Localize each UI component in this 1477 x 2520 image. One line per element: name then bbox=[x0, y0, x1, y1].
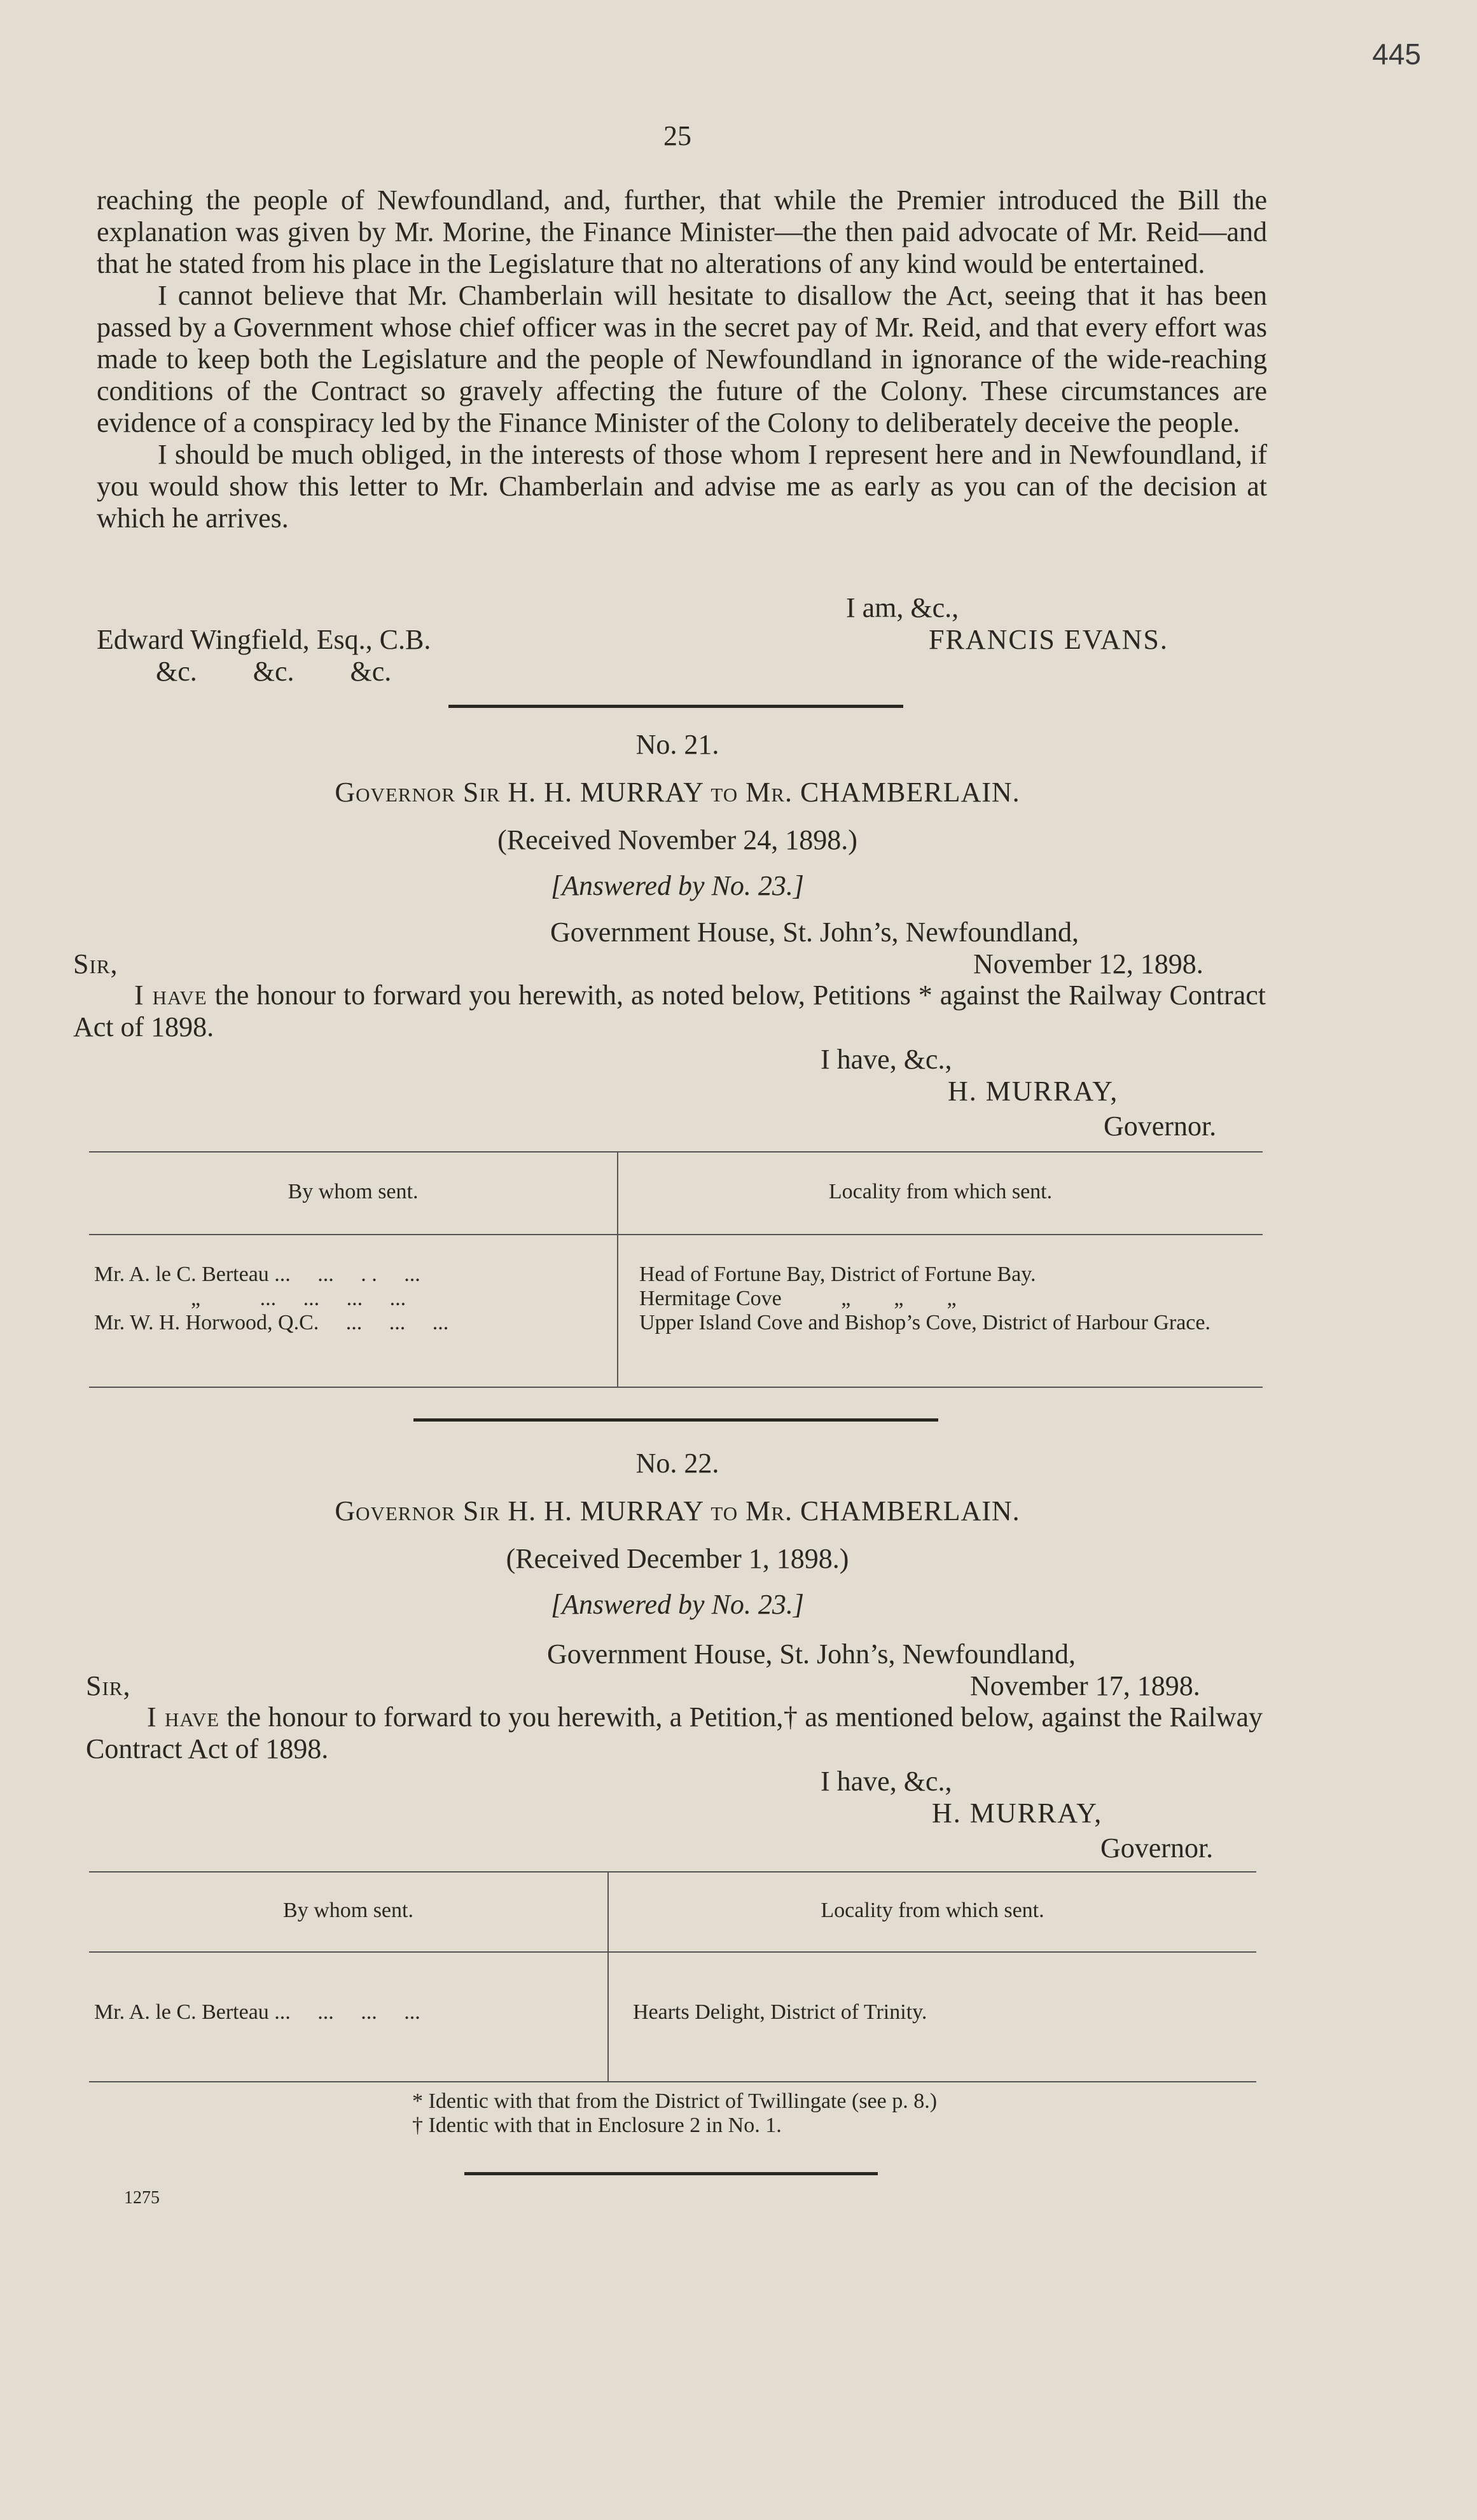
answered-note-22: [Answered by No. 23.] bbox=[550, 1589, 805, 1620]
letter-body bbox=[97, 184, 1267, 534]
address-22: Government House, St. John’s, Newfoundland, bbox=[547, 1638, 1076, 1670]
archive-stamp-number: 445 bbox=[1372, 38, 1421, 71]
letter-paragraph: I cannot believe that Mr. Chamberlain will hesitate to disallow the Act, seeing that it has been passed by a Government whose chief officer was in the secret pay of Mr. Reid, and that every effort was made to keep both the Legislature and the people of Newfoundland in ignorance of the wide-reaching conditions of the Contract so gravely affecting the future of the Colony. These circumstances are evidence of a conspiracy led by the Finance Minister of the Colony to deliberately deceive the people. bbox=[97, 280, 1267, 438]
answered-note-21: [Answered by No. 23.] bbox=[550, 870, 805, 901]
salutation-22: Sir, bbox=[86, 1670, 131, 1701]
doc-number-21: No. 21. bbox=[635, 729, 719, 760]
address-21: Government House, St. John’s, Newfoundland, bbox=[550, 917, 1079, 948]
table-row-sender: Mr. A. le C. Berteau ... ... ... ... bbox=[94, 2000, 420, 2024]
table-header-rule bbox=[89, 1951, 1256, 1953]
body-text-22: the honour to forward to you herewith, a Petition,† as mentioned below, against the Railway Contract Act of 1898. bbox=[86, 1701, 1263, 1764]
table-row-locality: Hermitage Cove „ „ „ bbox=[639, 1287, 957, 1310]
body-21 bbox=[73, 980, 1266, 1043]
table-header-locality: Locality from which sent. bbox=[821, 1899, 1044, 1922]
table-row-sender: Mr. A. le C. Berteau ... ... . . ... bbox=[94, 1263, 420, 1286]
letter-addressee-etc: &c. &c. &c. bbox=[156, 656, 392, 687]
table-row-locality: Head of Fortune Bay, District of Fortune Bay. bbox=[639, 1263, 1036, 1286]
letter-addressee: Edward Wingfield, Esq., C.B. bbox=[97, 624, 431, 655]
table-header-sender: By whom sent. bbox=[283, 1899, 413, 1922]
table-bottom-rule bbox=[89, 1387, 1263, 1388]
title-21: Governor. bbox=[1104, 1111, 1217, 1142]
received-date-21: (Received November 24, 1898.) bbox=[497, 824, 857, 855]
table-header-rule bbox=[89, 1234, 1263, 1235]
date-21: November 12, 1898. bbox=[973, 948, 1203, 980]
footnote: † Identic with that in Enclosure 2 in No. 1. bbox=[412, 2114, 782, 2137]
table-row-locality: Upper Island Cove and Bishop’s Cove, District of Harbour Grace. bbox=[639, 1311, 1210, 1334]
section-divider bbox=[413, 1418, 938, 1422]
doc-heading-22: Governor Sir H. H. MURRAY to Mr. CHAMBERLAIN. bbox=[335, 1495, 1020, 1527]
body-lead-21: I have bbox=[134, 980, 207, 1011]
print-code: 1275 bbox=[124, 2188, 160, 2208]
body-lead-22: I have bbox=[147, 1701, 220, 1733]
page-number: 25 bbox=[663, 120, 691, 151]
signature-22: H. MURRAY, bbox=[932, 1797, 1103, 1829]
signature-21: H. MURRAY, bbox=[948, 1076, 1119, 1107]
letter-signature: FRANCIS EVANS. bbox=[929, 624, 1168, 655]
letter-closing: I am, &c., bbox=[846, 592, 959, 623]
letter-paragraph: I should be much obliged, in the interests of those whom I represent here and in Newfoundland, if you would show this letter to Mr. Chamberlain and advise me as early as you can of the decision at which he arrives. bbox=[97, 439, 1267, 534]
doc-heading-21: Governor Sir H. H. MURRAY to Mr. CHAMBERLAIN. bbox=[335, 777, 1020, 808]
footnote: * Identic with that from the District of Twillingate (see p. 8.) bbox=[412, 2089, 938, 2113]
salutation-21: Sir, bbox=[73, 948, 118, 980]
closing-21: I have, &c., bbox=[821, 1044, 952, 1075]
body-22 bbox=[86, 1701, 1263, 1765]
table-header-locality: Locality from which sent. bbox=[828, 1180, 1053, 1203]
body-text-21: the honour to forward you herewith, as noted below, Petitions * against the Railway Contract Act of 1898. bbox=[73, 980, 1266, 1042]
date-22: November 17, 1898. bbox=[970, 1670, 1200, 1701]
table-bottom-rule bbox=[89, 2081, 1256, 2082]
table-row-sender: „ ... ... ... ... bbox=[191, 1287, 406, 1310]
table-row-locality: Hearts Delight, District of Trinity. bbox=[633, 2000, 927, 2024]
closing-22: I have, &c., bbox=[821, 1766, 952, 1797]
table-top-rule bbox=[89, 1871, 1256, 1873]
section-divider bbox=[448, 705, 903, 708]
table-row-sender: Mr. W. H. Horwood, Q.C. ... ... ... bbox=[94, 1311, 449, 1334]
table-header-sender: By whom sent. bbox=[288, 1180, 419, 1203]
section-divider bbox=[464, 2172, 878, 2175]
received-date-22: (Received December 1, 1898.) bbox=[506, 1543, 849, 1574]
doc-number-22: No. 22. bbox=[635, 1448, 719, 1479]
title-22: Governor. bbox=[1100, 1832, 1214, 1864]
letter-paragraph: reaching the people of Newfoundland, and, further, that while the Premier introduced the Bill the explanation was given by Mr. Morine, the Finance Minister—the then paid advocate of Mr. Reid—and that he stated from his place in the Legislature that no alterations of any kind would be entertained. bbox=[97, 184, 1267, 279]
table-top-rule bbox=[89, 1151, 1263, 1153]
